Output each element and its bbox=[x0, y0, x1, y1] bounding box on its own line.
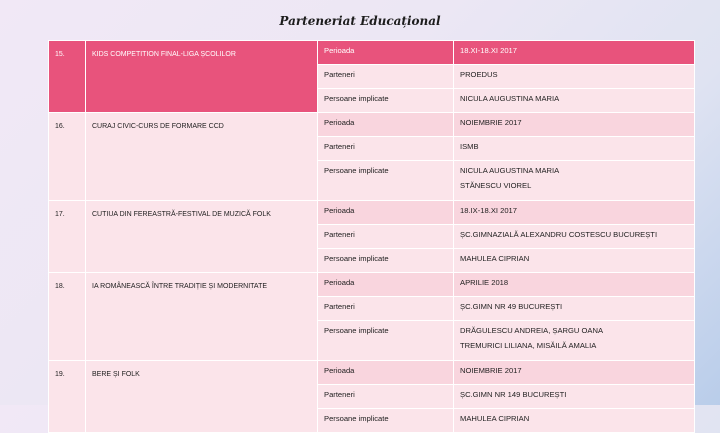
detail-value-line: MAHULEA CIPRIAN bbox=[460, 414, 530, 423]
detail-value bbox=[454, 65, 695, 89]
detail-value-line: 18.XI-18.XI 2017 bbox=[460, 46, 517, 55]
detail-label: Parteneri bbox=[318, 225, 454, 249]
detail-label: Perioada bbox=[318, 273, 454, 297]
row-number: 15. bbox=[49, 41, 86, 113]
detail-value-line: 18.IX-18.XI 2017 bbox=[460, 206, 517, 215]
detail-label: Parteneri bbox=[318, 297, 454, 321]
detail-label: Perioada bbox=[318, 41, 454, 65]
detail-value-line: MAHULEA CIPRIAN bbox=[460, 254, 530, 263]
detail-value-line: ȘC.GIMN NR 149 BUCUREȘTI bbox=[460, 390, 567, 399]
activity-name: BERE ȘI FOLK bbox=[86, 361, 318, 433]
detail-value bbox=[454, 201, 695, 225]
detail-label: Persoane implicate bbox=[318, 321, 454, 361]
detail-label: Perioada bbox=[318, 113, 454, 137]
detail-label: Parteneri bbox=[318, 137, 454, 161]
detail-value-line: DRĂGULESCU ANDREIA, ȘARGU OANA bbox=[460, 326, 604, 335]
detail-value bbox=[454, 321, 695, 361]
detail-label: Perioada bbox=[318, 201, 454, 225]
activity-name: IA ROMÂNEASCĂ ÎNTRE TRADIȚIE ȘI MODERNITATE bbox=[86, 273, 318, 361]
detail-value bbox=[454, 137, 695, 161]
detail-label: Parteneri bbox=[318, 385, 454, 409]
detail-value-line: PROEDUS bbox=[460, 70, 498, 79]
detail-label: Persoane implicate bbox=[318, 89, 454, 113]
activity-name: CURAJ CIVIC-CURS DE FORMARE CCD bbox=[86, 113, 318, 201]
detail-value bbox=[454, 89, 695, 113]
table-row bbox=[49, 41, 695, 65]
row-number: 16. bbox=[49, 113, 86, 201]
detail-value bbox=[454, 297, 695, 321]
detail-value bbox=[454, 41, 695, 65]
detail-value-line: NICULA AUGUSTINA MARIA bbox=[460, 94, 560, 103]
detail-value-line: NICULA AUGUSTINA MARIA bbox=[460, 166, 560, 175]
table-row bbox=[49, 113, 695, 137]
table-row bbox=[49, 201, 695, 225]
detail-value-line: NOIEMBRIE 2017 bbox=[460, 366, 522, 375]
detail-value-line: STĂNESCU VIOREL bbox=[460, 181, 532, 190]
page-title: Parteneriat Educațional bbox=[279, 14, 441, 28]
detail-value bbox=[454, 225, 695, 249]
detail-value-line: ISMB bbox=[460, 142, 479, 151]
detail-value-line: ȘC.GIMN NR 49 BUCUREȘTI bbox=[460, 302, 563, 311]
detail-value bbox=[454, 361, 695, 385]
detail-label: Persoane implicate bbox=[318, 161, 454, 201]
detail-value bbox=[454, 273, 695, 297]
detail-label: Persoane implicate bbox=[318, 409, 454, 433]
detail-value bbox=[454, 113, 695, 137]
activity-name: CUTIUA DIN FEREASTRĂ-FESTIVAL DE MUZICĂ FOLK bbox=[86, 201, 318, 273]
row-number: 18. bbox=[49, 273, 86, 361]
table-row bbox=[49, 361, 695, 385]
detail-value-line: APRILIE 2018 bbox=[460, 278, 509, 287]
row-number: 17. bbox=[49, 201, 86, 273]
detail-value-line: ȘC.GIMNAZIALĂ ALEXANDRU COSTESCU BUCUREȘTI bbox=[460, 230, 658, 239]
table-row bbox=[49, 273, 695, 297]
row-number: 19. bbox=[49, 361, 86, 433]
partnership-table bbox=[48, 40, 695, 433]
detail-value-line: NOIEMBRIE 2017 bbox=[460, 118, 522, 127]
detail-value bbox=[454, 161, 695, 201]
detail-label: Perioada bbox=[318, 361, 454, 385]
detail-value-line: TREMURICI LILIANA, MISĂILĂ AMALIA bbox=[460, 341, 597, 350]
detail-label: Persoane implicate bbox=[318, 249, 454, 273]
detail-label: Parteneri bbox=[318, 65, 454, 89]
detail-value bbox=[454, 409, 695, 433]
activity-name: KIDS COMPETITION FINAL-LIGA ȘCOLILOR bbox=[86, 41, 318, 113]
detail-value bbox=[454, 249, 695, 273]
